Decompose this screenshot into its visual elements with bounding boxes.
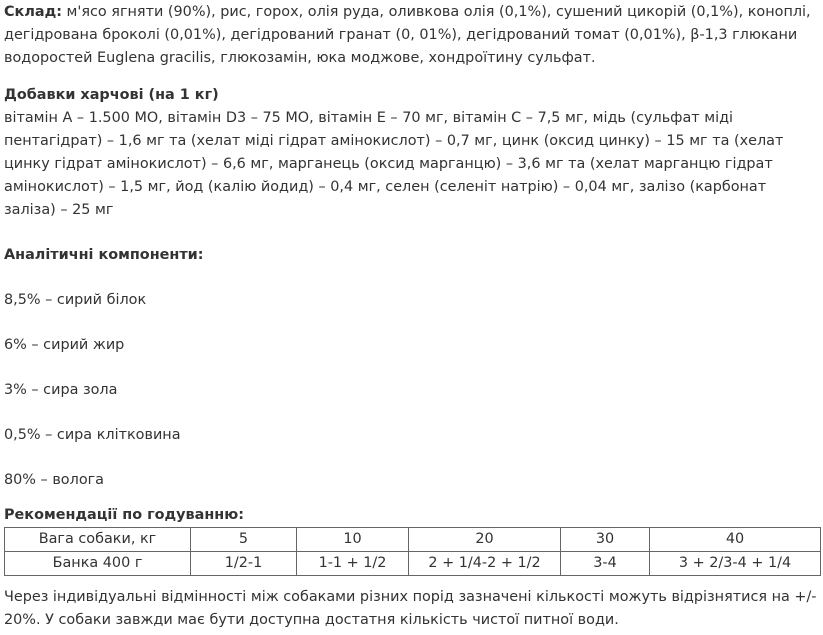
composition-text: м'ясо ягняти (90%), рис, горох, олія руда, оливкова олія (0,1%), сушений цикорій (0,1%), коноплі, дегідрована броколі (0,01%), дегідрований гранат (0, 01%), дегідрований томат (0,01%), β-1,3 глюкани водоростей Euglena gracilis, глюкозамін, юка моджове, хондроїтину сульфат. — [4, 4, 811, 66]
feeding-table — [4, 527, 821, 576]
analytic-item-protein: 8,5% – сирий білок — [4, 292, 147, 308]
portion-cell-5: 1/2-1 — [191, 552, 297, 576]
analytic-heading: Аналітичні компоненти: — [4, 247, 204, 263]
portion-header-cell: Банка 400 г — [5, 552, 191, 576]
product-description — [4, 0, 820, 632]
analytic-item-ash: 3% – сира зола — [4, 382, 118, 398]
additives-text: вітамін A – 1.500 МО, вітамін D3 – 75 МО, вітамін Е – 70 мг, вітамін C – 7,5 мг, мідь (сульфат міді пентагідрат) – 1,6 мг та (хелат міді гідрат амінокислот) – 0,7 мг, цинк (оксид цинку) – 15 мг та (хелат цинку гідрат амінокислот) – 6,6 мг, марганець (оксид марганцю) – 3,6 мг та (хелат марганцю гідрат амінокислот) – 1,5 мг, йод (калію йодид) – 0,4 мг, селен (селеніт натрію) – 0,04 мг, залізо (карбонат заліза) – 25 мг — [4, 110, 784, 218]
portion-cell-10: 1-1 + 1/2 — [297, 552, 409, 576]
feeding-footnote: Через індивідуальні відмінності між собаками різних порід зазначені кількості можуть відрізнятися на +/- 20%. У собаки завжди має бути доступна достатня кількість чистої питної води. — [4, 589, 817, 628]
analytic-item-fat: 6% – сирий жир — [4, 337, 125, 353]
weight-cell-5: 5 — [191, 528, 297, 552]
weight-cell-20: 20 — [409, 528, 561, 552]
feeding-portion-row — [5, 552, 821, 576]
weight-cell-40: 40 — [650, 528, 821, 552]
weight-cell-10: 10 — [297, 528, 409, 552]
portion-cell-30: 3-4 — [561, 552, 650, 576]
analytic-item-fiber: 0,5% – сира клітковина — [4, 427, 181, 443]
weight-header-cell: Вага собаки, кг — [5, 528, 191, 552]
weight-cell-30: 30 — [561, 528, 650, 552]
additives-heading: Добавки харчові (на 1 кг) — [4, 87, 219, 103]
composition-label: Склад: — [4, 4, 62, 20]
portion-cell-40: 3 + 2/3-4 + 1/4 — [650, 552, 821, 576]
portion-cell-20: 2 + 1/4-2 + 1/2 — [409, 552, 561, 576]
composition-paragraph — [4, 0, 820, 70]
feeding-header-row — [5, 528, 821, 552]
analytic-item-moisture: 80% – волога — [4, 472, 104, 488]
feeding-heading: Рекомендації по годуванню: — [4, 507, 244, 523]
